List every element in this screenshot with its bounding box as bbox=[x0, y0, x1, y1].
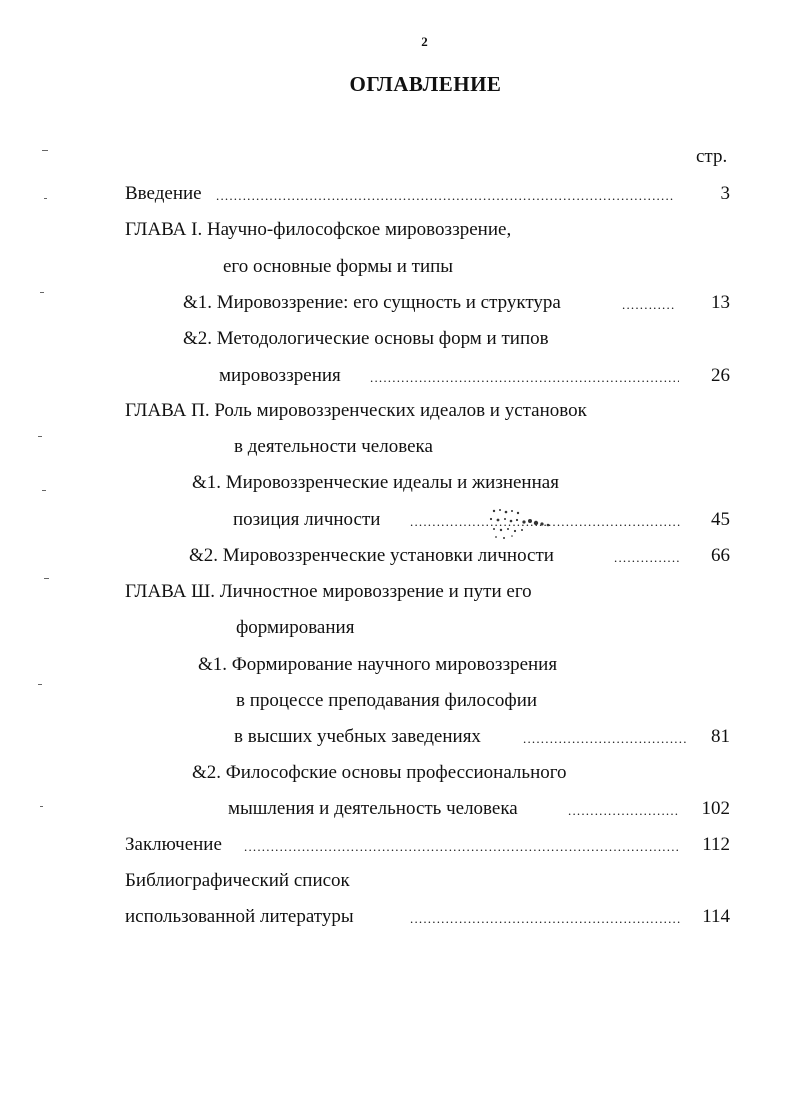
toc-entry-text-continued: в деятельности человека bbox=[234, 436, 433, 457]
toc-entry-text: &1. Формирование научного мировоззрения bbox=[198, 654, 558, 675]
toc-page-number: 66 bbox=[711, 545, 730, 566]
page-number: 2 bbox=[421, 34, 428, 49]
toc-entry-text-continued: формирования bbox=[236, 617, 355, 638]
toc-entry-text: Введение bbox=[125, 183, 202, 204]
scan-mark bbox=[40, 292, 44, 293]
toc-entry-text: &2. Мировоззренческие установки личности bbox=[189, 545, 554, 566]
toc-entry-text: Заключение bbox=[125, 834, 222, 855]
toc-entry-text: ГЛАВА П. Роль мировоззренческих идеалов и установок bbox=[125, 400, 587, 421]
dot-leader bbox=[568, 797, 680, 821]
toc-page-number: 112 bbox=[702, 834, 730, 855]
dot-leader bbox=[216, 182, 674, 206]
toc-page-number: 102 bbox=[701, 798, 730, 819]
toc-page-number: 45 bbox=[711, 509, 730, 530]
toc-page-number: 81 bbox=[711, 726, 730, 747]
scan-mark bbox=[38, 684, 42, 685]
toc-entry-text-continued: мышления и деятельность человека bbox=[228, 798, 518, 819]
scan-mark bbox=[40, 806, 43, 807]
toc-page-number: 114 bbox=[702, 906, 730, 927]
toc-entry-text: &2. Философские основы профессионального bbox=[192, 762, 567, 783]
toc-entry-text-continued: использованной литературы bbox=[125, 906, 354, 927]
dot-leader bbox=[614, 544, 681, 568]
toc-entry-text: ГЛАВА Ш. Личностное мировоззрение и пути его bbox=[125, 581, 532, 602]
toc-page-number: 13 bbox=[711, 292, 730, 313]
dot-leader bbox=[410, 905, 680, 929]
toc-page-number: 3 bbox=[720, 183, 730, 204]
toc-entry-text: Библиографический список bbox=[125, 870, 350, 891]
scan-mark bbox=[38, 436, 42, 437]
dot-leader bbox=[622, 291, 674, 315]
toc-entry-text-continued: позиция личности bbox=[233, 509, 381, 530]
scan-mark bbox=[42, 150, 48, 151]
toc-entry-text-continued: в процессе преподавания философии bbox=[236, 690, 538, 711]
dot-leader bbox=[523, 725, 686, 749]
toc-entry-text-continued: в высших учебных заведениях bbox=[234, 726, 481, 747]
scan-mark bbox=[44, 578, 49, 579]
scan-mark bbox=[42, 490, 46, 491]
toc-entry-text-continued: его основные формы и типы bbox=[223, 256, 454, 277]
scan-smudge bbox=[486, 505, 556, 545]
toc-entry-text: ГЛАВА I. Научно-философское мировоззрение, bbox=[125, 219, 512, 240]
page-column-label: стр. bbox=[696, 146, 728, 167]
scan-mark bbox=[44, 198, 47, 199]
dot-leader bbox=[244, 833, 680, 857]
toc-entry-text: &1. Мировоззренческие идеалы и жизненная bbox=[192, 472, 559, 493]
toc-page-number: 26 bbox=[711, 365, 730, 386]
page-title: ОГЛАВЛЕНИЕ bbox=[349, 72, 502, 96]
toc-entry-text: &1. Мировоззрение: его сущность и структура bbox=[183, 292, 561, 313]
toc-entry-text-continued: мировоззрения bbox=[219, 365, 341, 386]
dot-leader bbox=[370, 364, 679, 388]
toc-entry-text: &2. Методологические основы форм и типов bbox=[183, 328, 549, 349]
